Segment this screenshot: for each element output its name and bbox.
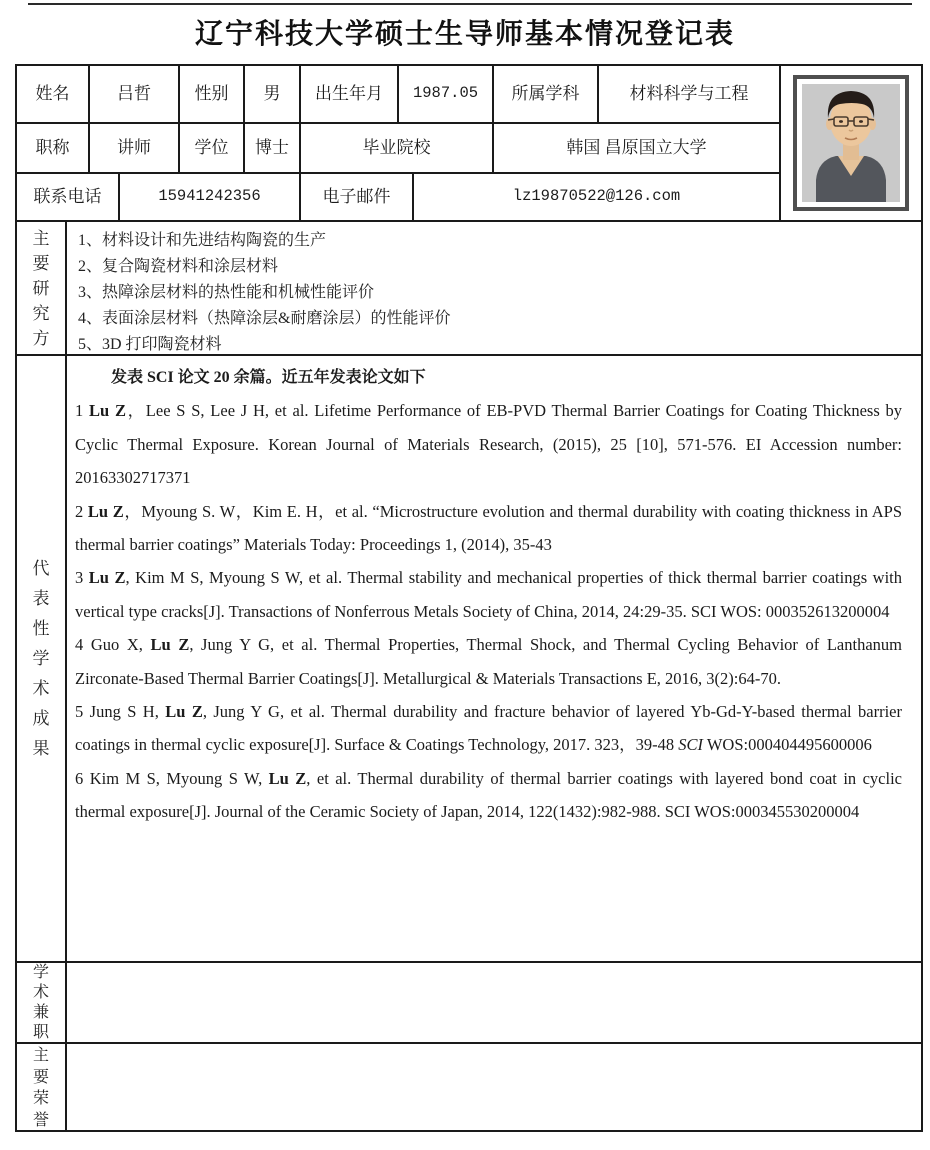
job-title-label: 职称: [17, 124, 90, 172]
publication-entry: 5 Jung S H, Lu Z, Jung Y G, et al. Thermal durability and fracture behavior of layered Yb-Gd-Y-based thermal barrier coatings in thermal cyclic exposure[J]. Surface & Coatings Technology, 2017. 323，39-48 SCI WOS:000404495600006: [75, 702, 902, 755]
publications-list: [75, 394, 902, 828]
email-value: lz19870522@126.com: [414, 174, 781, 220]
degree-label: 学位: [180, 124, 245, 172]
research-section-label: 主 要 研 究 方: [17, 222, 67, 354]
research-item: 5、3D 打印陶瓷材料: [78, 336, 222, 353]
publications-intro: 发表 SCI 论文 20 余篇。近五年发表论文如下: [111, 369, 426, 386]
research-section: [17, 222, 921, 356]
id-photo: [793, 75, 909, 211]
appointments-content: [67, 963, 921, 1042]
gender-label: 性别: [180, 66, 245, 122]
publications-section: [17, 356, 921, 963]
birth-date-label: 出生年月: [301, 66, 399, 122]
photo-cell: [781, 66, 921, 220]
graduation-school-value: 韩国 昌原国立大学: [494, 124, 781, 172]
research-item: 1、材料设计和先进结构陶瓷的生产: [78, 232, 327, 249]
discipline-label: 所属学科: [494, 66, 599, 122]
graduation-school-label: 毕业院校: [301, 124, 494, 172]
name-label: 姓名: [17, 66, 90, 122]
table-row: [17, 174, 781, 220]
basic-info-block: [17, 66, 921, 222]
publication-entry: 4 Guo X, Lu Z, Jung Y G, et al. Thermal Properties, Thermal Shock, and Thermal Cycling Behavior of Lanthanum Zirconate-Based Thermal Barrier Coatings[J]. Metallurgical & Materials Transactions E, 2016, 3(2):64-70.: [75, 635, 902, 688]
publication-entry: 1 Lu Z，Lee S S, Lee J H, et al. Lifetime Performance of EB-PVD Thermal Barrier Coatings for Coating Thickness by Cyclic Thermal Exposure. Korean Journal of Materials Research, (2015), 25 [10], 571-576. EI Accession number: 20163302717371: [75, 401, 903, 488]
top-divider: [28, 3, 912, 5]
job-title-value: 讲师: [90, 124, 180, 172]
appointments-section-label: 学 术 兼 职: [17, 963, 67, 1042]
research-directions-list: [67, 222, 921, 354]
form-table: [15, 64, 923, 1132]
phone-value: 15941242356: [120, 174, 301, 220]
publications-content: [67, 356, 921, 961]
table-row: [17, 66, 781, 124]
birth-date-value: 1987.05: [399, 66, 494, 122]
page-title: 辽宁科技大学硕士生导师基本情况登记表: [194, 18, 735, 49]
publications-section-label: 代 表 性 学 术 成 果: [17, 356, 67, 961]
basic-info-fields: [17, 66, 781, 220]
research-item: 4、表面涂层材料（热障涂层&耐磨涂层）的性能评价: [78, 310, 451, 327]
degree-value: 博士: [245, 124, 301, 172]
name-value: 吕哲: [90, 66, 180, 122]
gender-value: 男: [245, 66, 301, 122]
table-row: [17, 124, 781, 174]
publication-entry: 6 Kim M S, Myoung S W, Lu Z, et al. Thermal durability of thermal barrier coatings with layered bond coat in cyclic thermal exposure[J]. Journal of the Ceramic Society of Japan, 2014, 122(1432):982-988. SCI WOS:000345530200004: [75, 768, 903, 822]
honors-section: [17, 1044, 921, 1132]
academic-appointments-section: [17, 963, 921, 1044]
honors-content: [67, 1044, 921, 1132]
research-item: 3、热障涂层材料的热性能和机械性能评价: [78, 284, 375, 301]
publication-entry: 3 Lu Z, Kim M S, Myoung S W, et al. Thermal stability and mechanical properties of thick thermal barrier coatings with vertical type cracks[J]. Transactions of Nonferrous Metals Society of China, 2014, 24:29-35. SCI WOS: 000352613200004: [75, 568, 902, 621]
publication-entry: 2 Lu Z，Myoung S. W，Kim E. H，et al. “Microstructure evolution and thermal durability with coating thickness in APS thermal barrier coatings” Materials Today: Proceedings 1, (2014), 35-43: [75, 501, 903, 555]
phone-label: 联系电话: [17, 174, 120, 220]
research-item: 2、复合陶瓷材料和涂层材料: [78, 258, 279, 275]
discipline-value: 材料科学与工程: [599, 66, 781, 122]
honors-section-label: 主 要 荣 誉: [17, 1044, 67, 1132]
email-label: 电子邮件: [301, 174, 414, 220]
id-photo-image: [802, 84, 900, 202]
